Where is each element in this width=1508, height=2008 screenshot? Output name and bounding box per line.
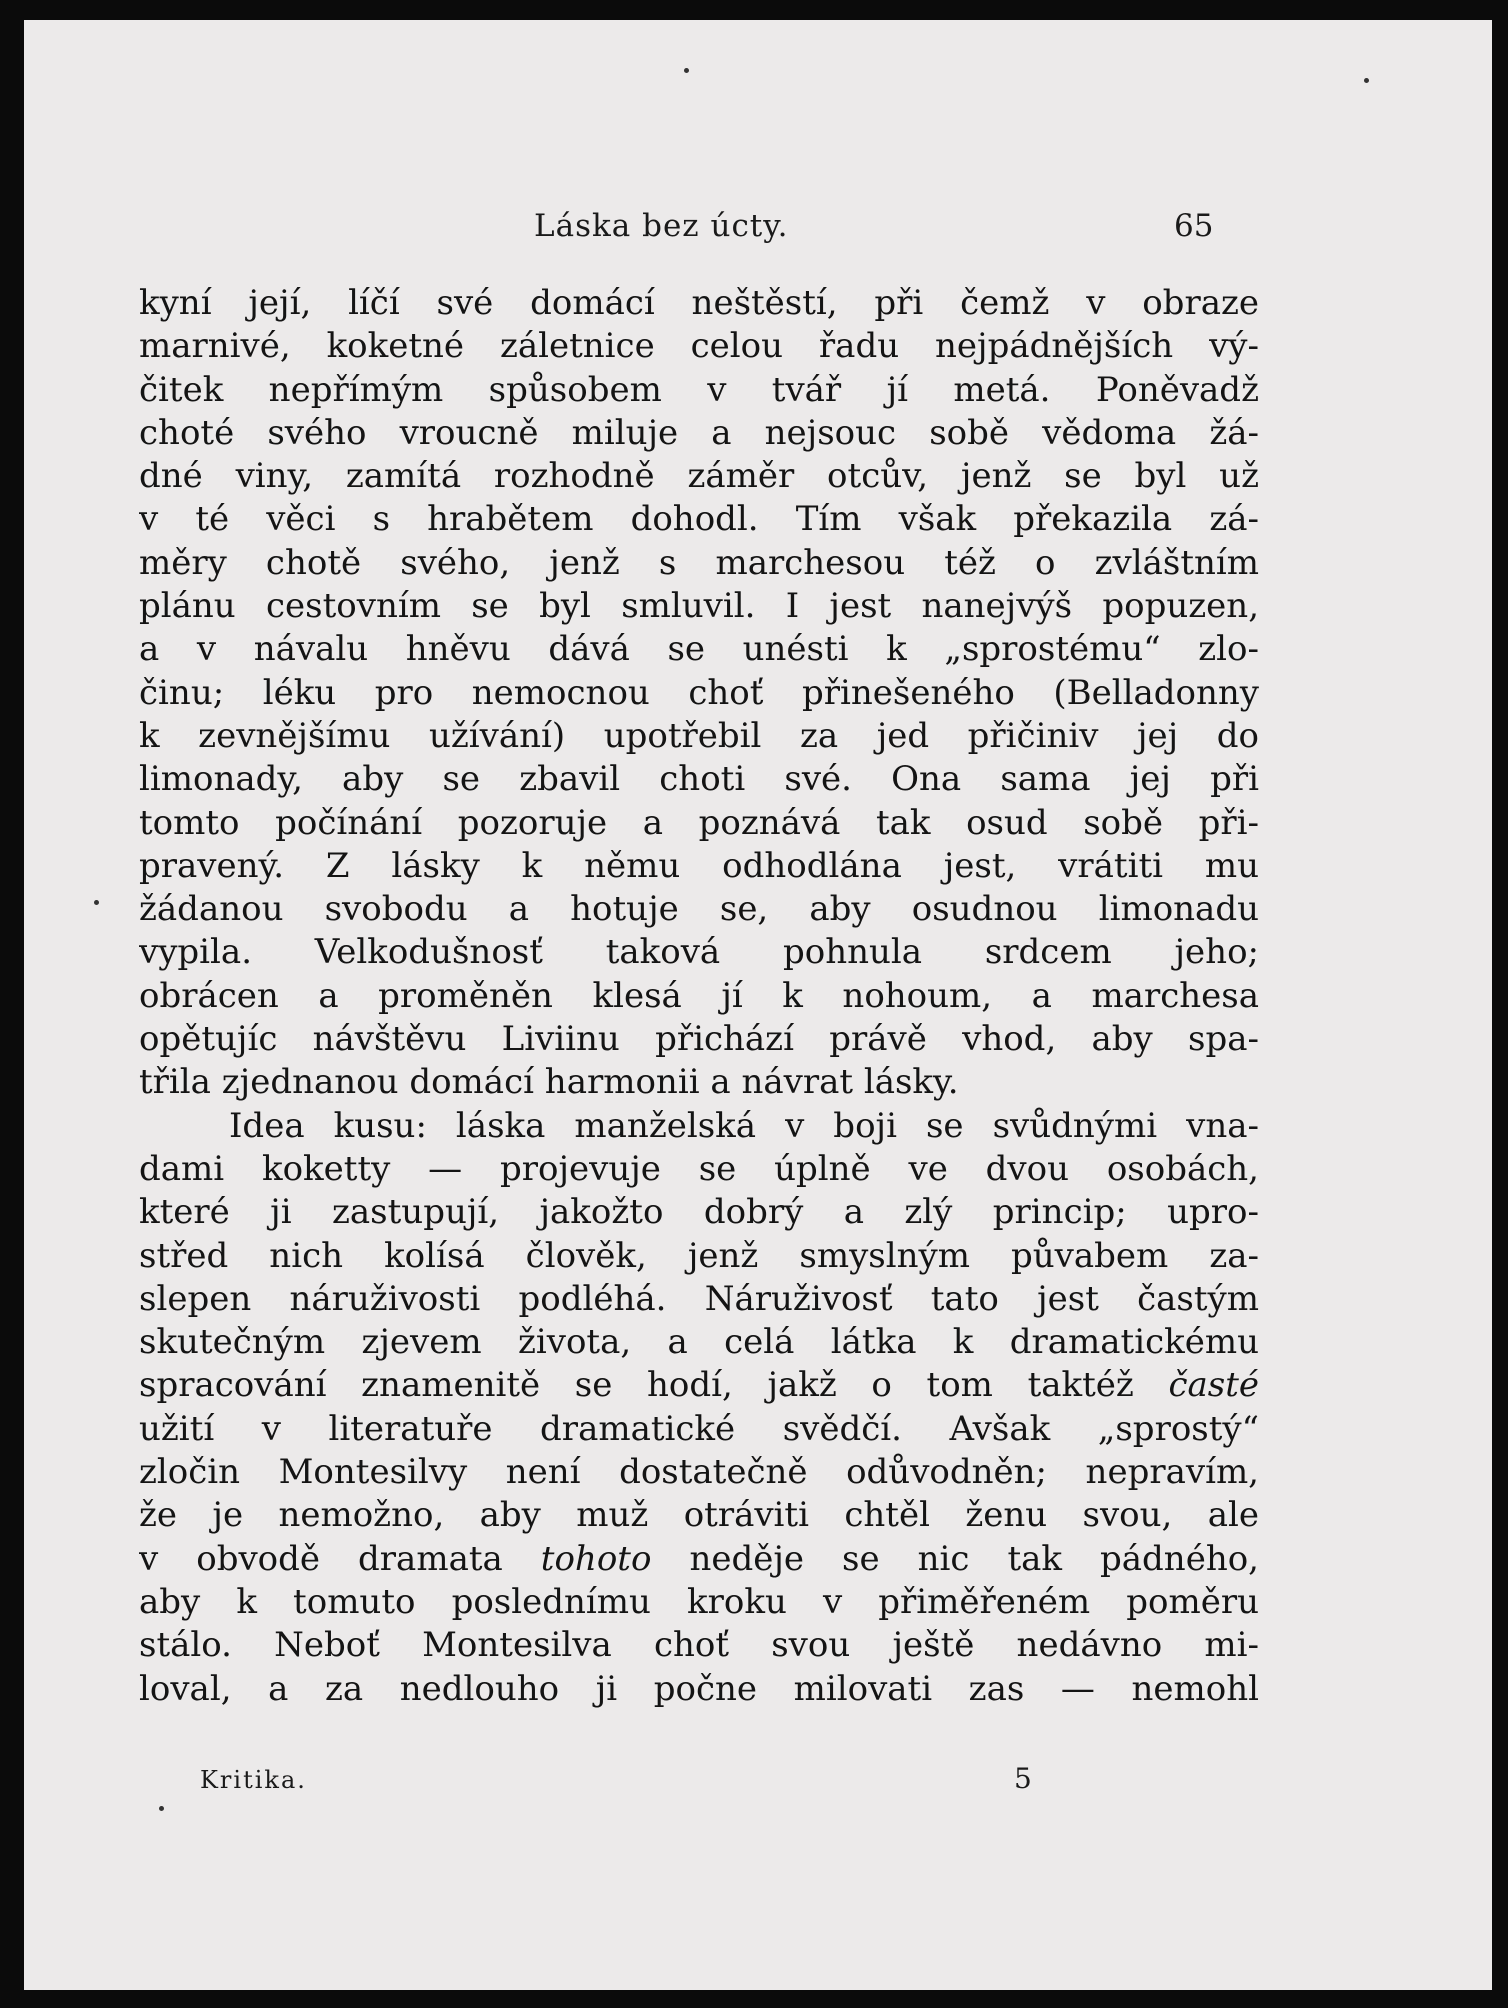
text-line: a v návalu hněvu dává se unésti k „sprostému“ zlo- — [139, 629, 1259, 670]
text-line: obrácen a proměněn klesá jí k nohoum, a marchesa — [139, 975, 1259, 1016]
text-line: choté svého vroucně miluje a nejsouc sobě vědoma žá- — [139, 412, 1259, 453]
text-line: tomto počínání pozoruje a poznává tak osud sobě při- — [139, 802, 1259, 843]
text-line: vypila. Velkodušnosť taková pohnula srdcem jeho; — [139, 932, 1259, 973]
text-line: zločin Montesilvy není dostatečně odůvodněn; nepravím, — [139, 1452, 1259, 1493]
text-line: třila zjednanou domácí harmonii a návrat lásky. — [139, 1062, 959, 1103]
text-line: slepen náruživosti podléhá. Náruživosť tato jest častým — [139, 1278, 1259, 1319]
text-line: dami koketty — projevuje se úplně ve dvou osobách, — [139, 1148, 1259, 1189]
print-speck — [94, 900, 99, 905]
text-line: marnivé, koketné záletnice celou řadu nejpádnějších vý- — [139, 326, 1259, 367]
text-line: čitek nepřímým spůsobem v tvář jí metá. Poněvadž — [139, 369, 1259, 410]
paragraph-start-line: Idea kusu: láska manželská v boji se svůdnými vna- — [229, 1105, 1259, 1146]
print-speck — [1364, 78, 1369, 83]
text-segment: v obvodě dramata — [139, 1538, 503, 1579]
book-page — [24, 20, 1492, 1990]
signature-number: 5 — [1014, 1762, 1032, 1795]
emphasized-word: časté — [1168, 1365, 1259, 1406]
page-number: 65 — [1174, 208, 1214, 244]
body-text — [139, 282, 1259, 1711]
text-line: pravený. Z lásky k němu odhodlána jest, vrátiti mu — [139, 845, 1259, 886]
text-line: loval, a za nedlouho ji počne milovati zas — nemohl — [139, 1668, 1259, 1709]
text-line: měry chotě svého, jenž s marchesou též o zvláštním — [139, 542, 1259, 583]
text-line: žádanou svobodu a hotuje se, aby osudnou limonadu — [139, 889, 1259, 930]
text-line: plánu cestovním se byl smluvil. I jest nanejvýš popuzen, — [139, 586, 1259, 627]
text-line: že je nemožno, aby muž otráviti chtěl ženu svou, ale — [139, 1495, 1259, 1536]
running-title: Láska bez úcty. — [534, 208, 789, 244]
text-segment: spracování znamenitě se hodí, jakž o tom taktéž — [139, 1365, 1134, 1406]
emphasized-word: tohoto — [540, 1538, 652, 1579]
page-footer — [24, 1762, 1492, 1802]
text-line: střed nich kolísá člověk, jenž smyslným půvabem za- — [139, 1235, 1259, 1276]
text-segment: neděje se nic tak pádného, — [689, 1538, 1259, 1579]
text-line: opětujíc návštěvu Liviinu přichází právě vhod, aby spa- — [139, 1019, 1259, 1060]
text-line-with-emphasis — [139, 1364, 1259, 1407]
text-line: k zevnějšímu užívání) upotřebil za jed přičiniv jej do — [139, 715, 1259, 756]
text-line: limonady, aby se zbavil choti své. Ona sama jej při — [139, 759, 1259, 800]
signature-mark: Kritika. — [200, 1766, 307, 1794]
text-line: stálo. Neboť Montesilva choť svou ještě nedávno mi- — [139, 1625, 1259, 1666]
text-line: dné viny, zamítá rozhodně záměr otcův, jenž se byl už — [139, 456, 1259, 497]
text-line: které ji zastupují, jakožto dobrý a zlý princip; upro- — [139, 1192, 1259, 1233]
print-speck — [159, 1806, 164, 1811]
text-line: užití v literatuře dramatické svědčí. Avšak „sprostý“ — [139, 1408, 1259, 1449]
text-line: kyní její, líčí své domácí neštěstí, při čemž v obraze — [139, 283, 1259, 323]
print-speck — [684, 68, 689, 73]
text-line: činu; léku pro nemocnou choť přinešeného (Belladonny — [139, 672, 1259, 713]
text-line-with-emphasis — [139, 1538, 1259, 1581]
page-header — [24, 200, 1492, 250]
text-line: skutečným zjevem života, a celá látka k dramatickému — [139, 1322, 1259, 1363]
text-line: aby k tomuto poslednímu kroku v přiměřeném poměru — [139, 1581, 1259, 1622]
text-line: v té věci s hrabětem dohodl. Tím však překazila zá- — [139, 499, 1259, 540]
